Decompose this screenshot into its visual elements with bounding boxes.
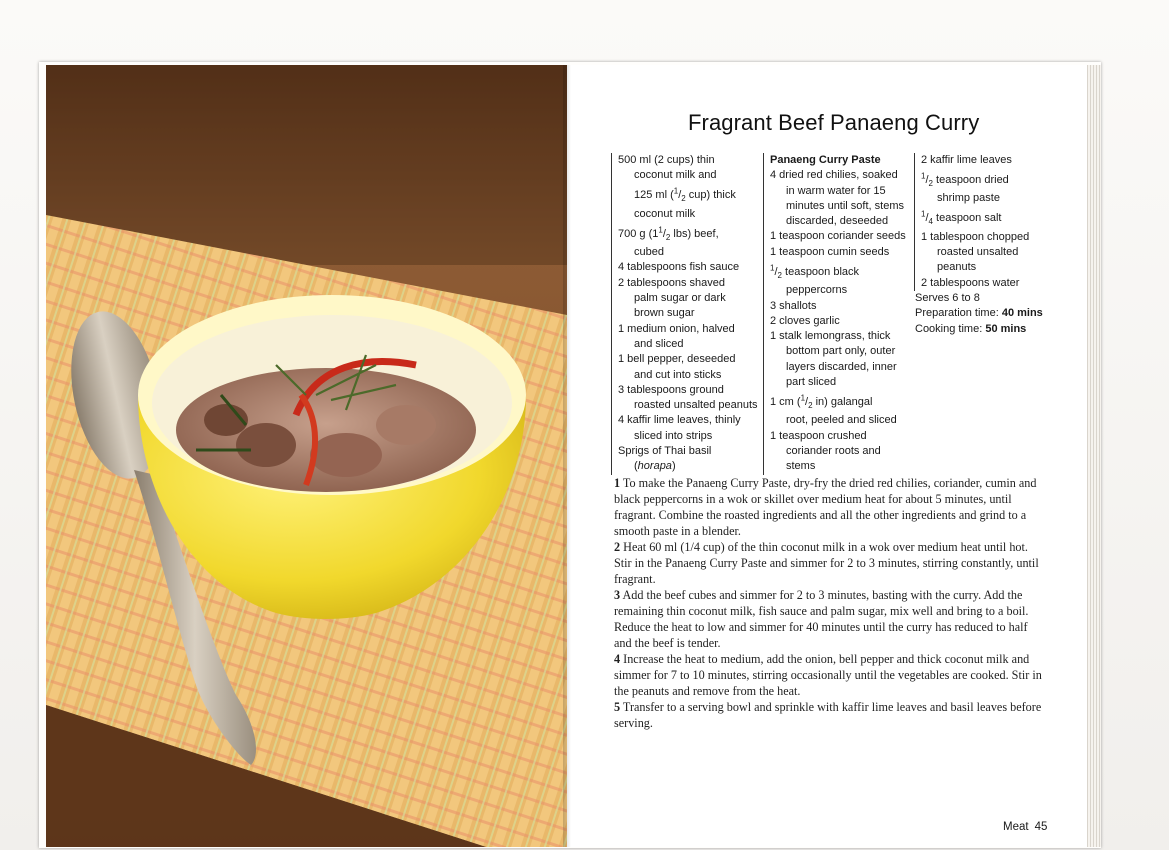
recipe-title: Fragrant Beef Panaeng Curry [688,110,980,135]
ingredient-item: 2 tablespoons water [921,276,1020,289]
ingredients-main [611,153,763,475]
ingredient-item: 2 tablespoons shaved palm sugar or dark brown sugar [618,276,726,320]
ingredient-item: $^1/_2$ teaspoon black peppercorns [770,263,860,297]
ingredient-item: 2 kaffir lime leaves [921,154,1012,166]
method-step [614,699,1046,731]
ingredient-item: 1 teaspoon cumin seeds [770,245,890,258]
step-number: 2 [614,540,621,554]
prep-value: 40 mins [1001,307,1043,320]
method-step [614,539,1046,587]
page-number: 45 [1034,821,1048,833]
section-name: Meat [1003,821,1029,833]
ingredient-item: 1 bell pepper, deseeded and cut into sticks [618,353,736,381]
book-gutter [563,65,571,847]
step-number: 5 [614,700,621,714]
ingredient-item: 500 ml (2 cups) thin coconut milk and 125 ml ($^1/_2$ cup) thick coconut milk [618,154,736,220]
step-text: Increase the heat to medium, add the onion, bell pepper and thick coconut milk and simmer for 7 to 10 minutes, stirring occasionally until the vegetables are cooked. Stir in the peanuts and remove from the heat. [614,652,1042,698]
page-edges [1087,65,1101,847]
cook-time [915,322,1043,337]
ingredient-item: $^1/_4$ teaspoon salt [921,209,1002,227]
step-text: Add the beef cubes and simmer for 2 to 3 minutes, basting with the curry. Add the remaining thin coconut milk, fish sauce and palm sugar, mix well and bring to a boil. Reduce the heat to low and simmer for 40 minutes until the curry has reduced to half and the beef is tender. [614,588,1029,650]
ingredient-item: 3 tablespoons ground roasted unsalted peanuts [618,383,758,412]
ingredient-item: 700 g ($1^1/_2$ lbs) beef, cubed [618,225,719,259]
ingredients-paste-cont [914,153,1071,291]
ingredient-item: 4 kaffir lime leaves, thinly sliced into strips [618,414,741,442]
ingredient-item: 1 cm ($^1/_2$ in) galangal root, peeled and sliced [770,393,897,427]
step-text: Transfer to a serving bowl and sprinkle with kaffir lime leaves and basil leaves before serving. [614,700,1042,730]
method-steps [614,475,1046,731]
serves-text: Serves 6 to 8 [915,292,980,304]
ingredient-item: 1 medium onion, halved and sliced [618,322,735,350]
prep-time [915,306,1043,321]
ingredient-item: 4 dried red chilies, soaked in warm water for 15 minutes until soft, stems discarded, deseeded [770,169,904,228]
food-photo [46,65,567,847]
step-number: 3 [614,588,621,602]
ingredient-item: 1 stalk lemongrass, thick bottom part only, outer layers discarded, inner part sliced [770,330,897,388]
ingredient-item: 2 cloves garlic [770,314,840,327]
method-step [614,651,1046,699]
step-number: 4 [614,652,621,666]
ingredients-paste [763,153,910,475]
recipe-meta [915,291,1043,337]
method-step [614,475,1046,539]
ingredient-item: 3 shallots [770,299,817,312]
ingredient-item: 1 teaspoon coriander seeds [770,230,906,243]
ingredient-item: $^1/_2$ teaspoon dried shrimp paste [921,171,1009,205]
ingredient-item: 1 teaspoon crushed coriander roots and stems [770,429,881,473]
step-text: To make the Panaeng Curry Paste, dry-fry the dried red chilies, coriander, cumin and black peppercorns in a wok or skillet over medium heat for about 5 minutes, until fragrant. Combine the roasted ingredients and all the other ingredients and grind to a smooth paste in a blender. [614,476,1037,538]
page-footer [1003,821,1047,833]
ingredient-item: Sprigs of Thai basil (horapa) [618,445,712,473]
step-text: Heat 60 ml (1/4 cup) of the thin coconut milk in a wok over medium heat until hot. Stir in the Panaeng Curry Paste and simmer for 2 to 3 minutes, stirring constantly, until fragrant. [614,540,1039,586]
ingredient-item: 1 tablespoon chopped roasted unsalted peanuts [921,230,1030,274]
step-number: 1 [614,476,621,490]
ingredient-item: 4 tablespoons fish sauce [618,261,740,274]
paste-heading: Panaeng Curry Paste [770,154,881,166]
cook-label: Cooking time: [915,322,983,335]
prep-label: Preparation time: [915,307,999,320]
cook-value: 50 mins [985,322,1027,335]
food-photo-illustration [46,65,567,847]
method-step [614,587,1046,651]
